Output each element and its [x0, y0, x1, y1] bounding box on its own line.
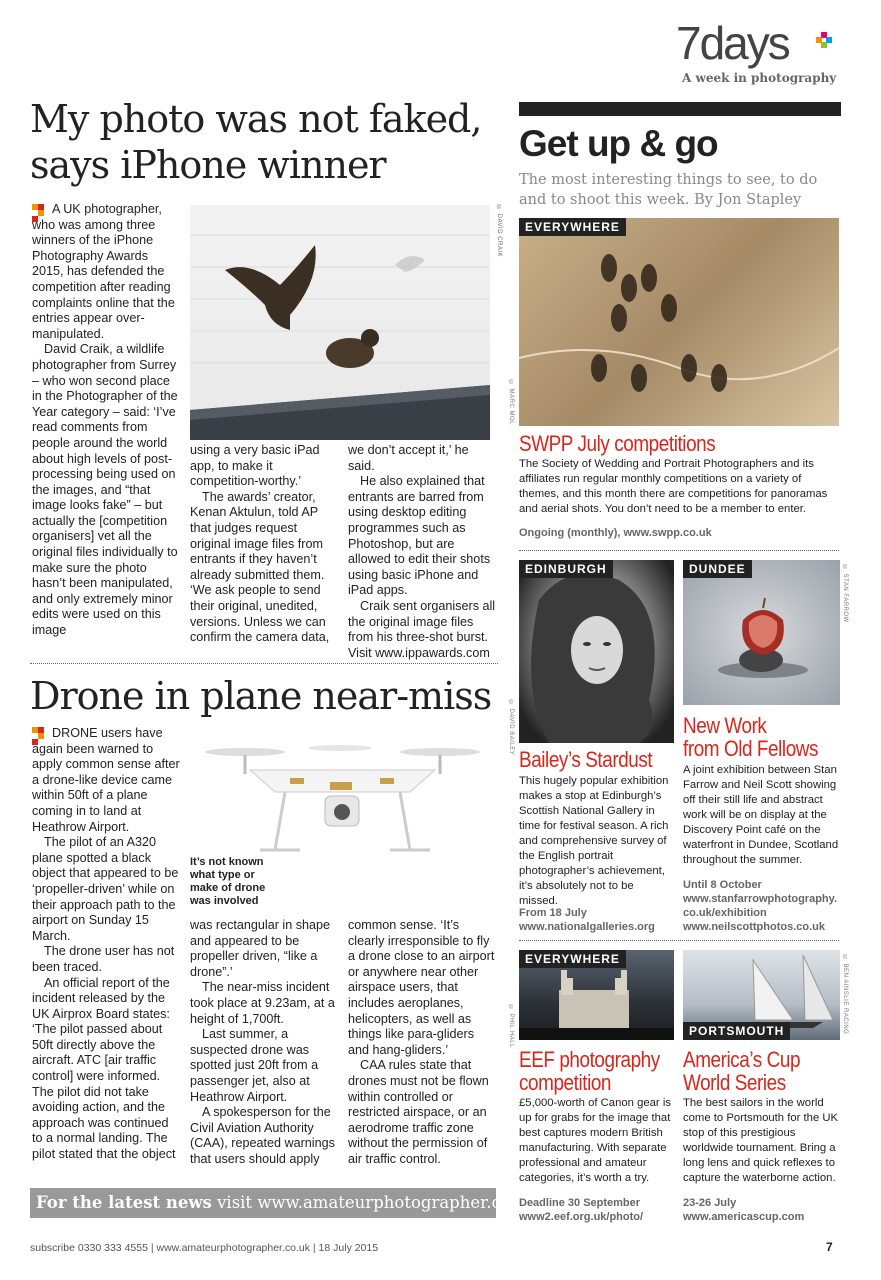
swpp-credit: © MARC MOL	[508, 380, 514, 426]
americas-title: America’s Cup World Series	[683, 1047, 801, 1095]
eef-meta: Deadline 30 September www2.eef.org.uk/photo/	[519, 1197, 644, 1223]
fellows-title: New Work from Old Fellows	[683, 713, 819, 761]
americas-photo	[683, 950, 840, 1040]
article1-col3: we don’t accept it,’ he said. He also explained that entrants are barred from using desktop editing programmes such as Photoshop, but are allowed to edit their shots using basic iPhone and iPad apps. Craik sent organisers all the original image files from his three-shot burst. Visit www.ippawards.com	[348, 443, 496, 660]
fellows-label: DUNDEE	[683, 560, 752, 578]
eef-photo	[519, 950, 674, 1040]
eef-label: EVERYWHERE	[519, 950, 626, 968]
article1-col2: using a very basic iPad app, to make it competition-worthy.’ The awards’ creator, Kenan Aktulun, told AP that judges request original image files from entrants if they haven’t already submitted them. ‘We ask people to send their original, unedited, versions. Unless we can confirm the camera data,	[190, 443, 330, 645]
brand-squares-icon	[816, 32, 832, 48]
eef-credit: © PHIL HALL	[508, 1005, 514, 1048]
brand-logo: 7days	[676, 17, 789, 69]
article2-col1: DRONE users have again been warned to apply common sense after a drone-like device came within 50ft of a plane coming in to land at Heathrow Airport. The pilot of an A320 plane spotted a black object that appeared to be ‘propeller-driven’ while on their approach path to the airport on Sunday 15 March. The drone user has not been traced. An official report of the incident released by the UK Airprox Board states: ‘The pilot passed about 50ft directly above the aircraft. ATC [air traffic control] were informed. The pilot did not take avoiding action, and the approach was continued to a normal landing. The pilot stated that the object	[32, 726, 180, 1162]
bailey-label: EDINBURGH	[519, 560, 613, 578]
section-header	[676, 18, 846, 88]
article2-col3: common sense. ‘It’s clearly irresponsible to fly a drone close to an airport or anywhere near other airspace users, that includes aeroplanes, helicopters, as well as things like para-gliders and hang-gliders.’ CAA rules state that drones must not be flown within controlled or restricted airspace, or an aerodrome traffic zone without the permission of air traffic control.	[348, 918, 495, 1166]
article2-headline: Drone in plane near-miss	[30, 674, 492, 718]
photo-credit: © DAVID CRAIK	[496, 205, 502, 258]
getup-subtitle: The most interesting things to see, to do and to shoot this week. By Jon Stapley	[519, 172, 818, 208]
drone-caption: It’s not known what type or make of drone was involved	[190, 856, 266, 907]
americas-text: The best sailors in the world come to Portsmouth for the UK stop of this prestigious worldwide tournament. Bring a long lens and quick reflexes to capture the waterborne action.	[683, 1097, 839, 1184]
eef-text: £5,000-worth of Canon gear is up for grabs for the image that best captures modern British manufacturing. With separate professional and amateur categories, it’s worth a try.	[519, 1097, 671, 1184]
fellows-meta: Until 8 October www.stanfarrowphotography. co.uk/exhibition www.neilscottphotos.co.uk	[683, 879, 838, 933]
article1-col1: A UK photographer, who was among three winners of the iPhone Photography Awards 2015, has defended the competition after reading complaints online that the entries appear over-manipulated. David Craik, a wildlife photographer from Surrey – who won second place in the Photographer of the Year category – said: ‘I’ve read comments from people around the world about high levels of post-processing being used on the images, and “that image looks fake” – but actually the [competition organisers] vet all the original files individually to make sure the photo hasn’t been manipulated, and only extremely minor edits were used on this image	[32, 202, 178, 638]
fellows-credit: © STAN FARROW	[842, 565, 848, 623]
swpp-label: EVERYWHERE	[519, 218, 626, 236]
swpp-meta: Ongoing (monthly), www.swpp.co.uk	[519, 527, 712, 539]
fellows-text: A joint exhibition between Stan Farrow and Neil Scott showing off their still life and abstract work will be on display at the Discovery Point café on the waterfront in Dundee, Scotland throughout the summer.	[683, 764, 839, 866]
bailey-meta: From 18 July www.nationalgalleries.org	[519, 907, 655, 933]
news-banner[interactable]: For the latest news visit www.amateurphotographer.co.uk	[30, 1188, 496, 1218]
bailey-text: This hugely popular exhibition makes a stop at Edinburgh’s Scottish National Gallery in time for festival season. A rich and comprehensive survey of the English portrait photographer’s achievement, it’s absolutely not to be missed.	[519, 775, 669, 907]
fellows-photo	[683, 560, 840, 705]
americas-credit: © BEN AINSLIE RACING	[842, 955, 848, 1035]
divider	[519, 940, 839, 941]
page-number: 7	[826, 1240, 833, 1254]
swpp-title: SWPP July competitions	[519, 431, 716, 456]
eef-title: EEF photography competition	[519, 1047, 660, 1095]
divider	[519, 550, 839, 551]
getup-bar	[519, 102, 841, 116]
americas-meta: 23-26 July www.americascup.com	[683, 1197, 805, 1223]
footer-info: subscribe 0330 333 4555 | www.amateurphotographer.co.uk | 18 July 2015	[30, 1242, 379, 1254]
article2-col2: was rectangular in shape and appeared to be propeller driven, “like a drone”.’ The near-miss incident took place at 9.23am, at a height of 1,700ft. Last summer, a suspected drone was spotted just 20ft from a passenger jet, also at Heathrow Airport. A spokesperson for the Civil Aviation Authority (CAA), repeated warnings that users should apply	[190, 918, 335, 1166]
birds-photo	[190, 205, 502, 440]
swpp-photo	[519, 218, 839, 426]
swpp-text: The Society of Wedding and Portrait Photographers and its affiliates run regular monthly competitions on a variety of themes, and this month there are competitions for panoramas and aerial shots. You don’t need to be a member to enter.	[519, 458, 828, 515]
article1-headline: My photo was not faked, says iPhone winner	[30, 97, 482, 187]
getup-title: Get up & go	[519, 123, 718, 164]
brand-tagline: A week in photography	[682, 71, 837, 85]
americas-label: PORTSMOUTH	[683, 1022, 790, 1040]
bailey-photo	[519, 560, 674, 743]
bailey-title: Bailey’s Stardust	[519, 747, 653, 772]
divider	[30, 663, 498, 664]
bailey-credit: © DAVID BAILEY	[508, 700, 514, 756]
